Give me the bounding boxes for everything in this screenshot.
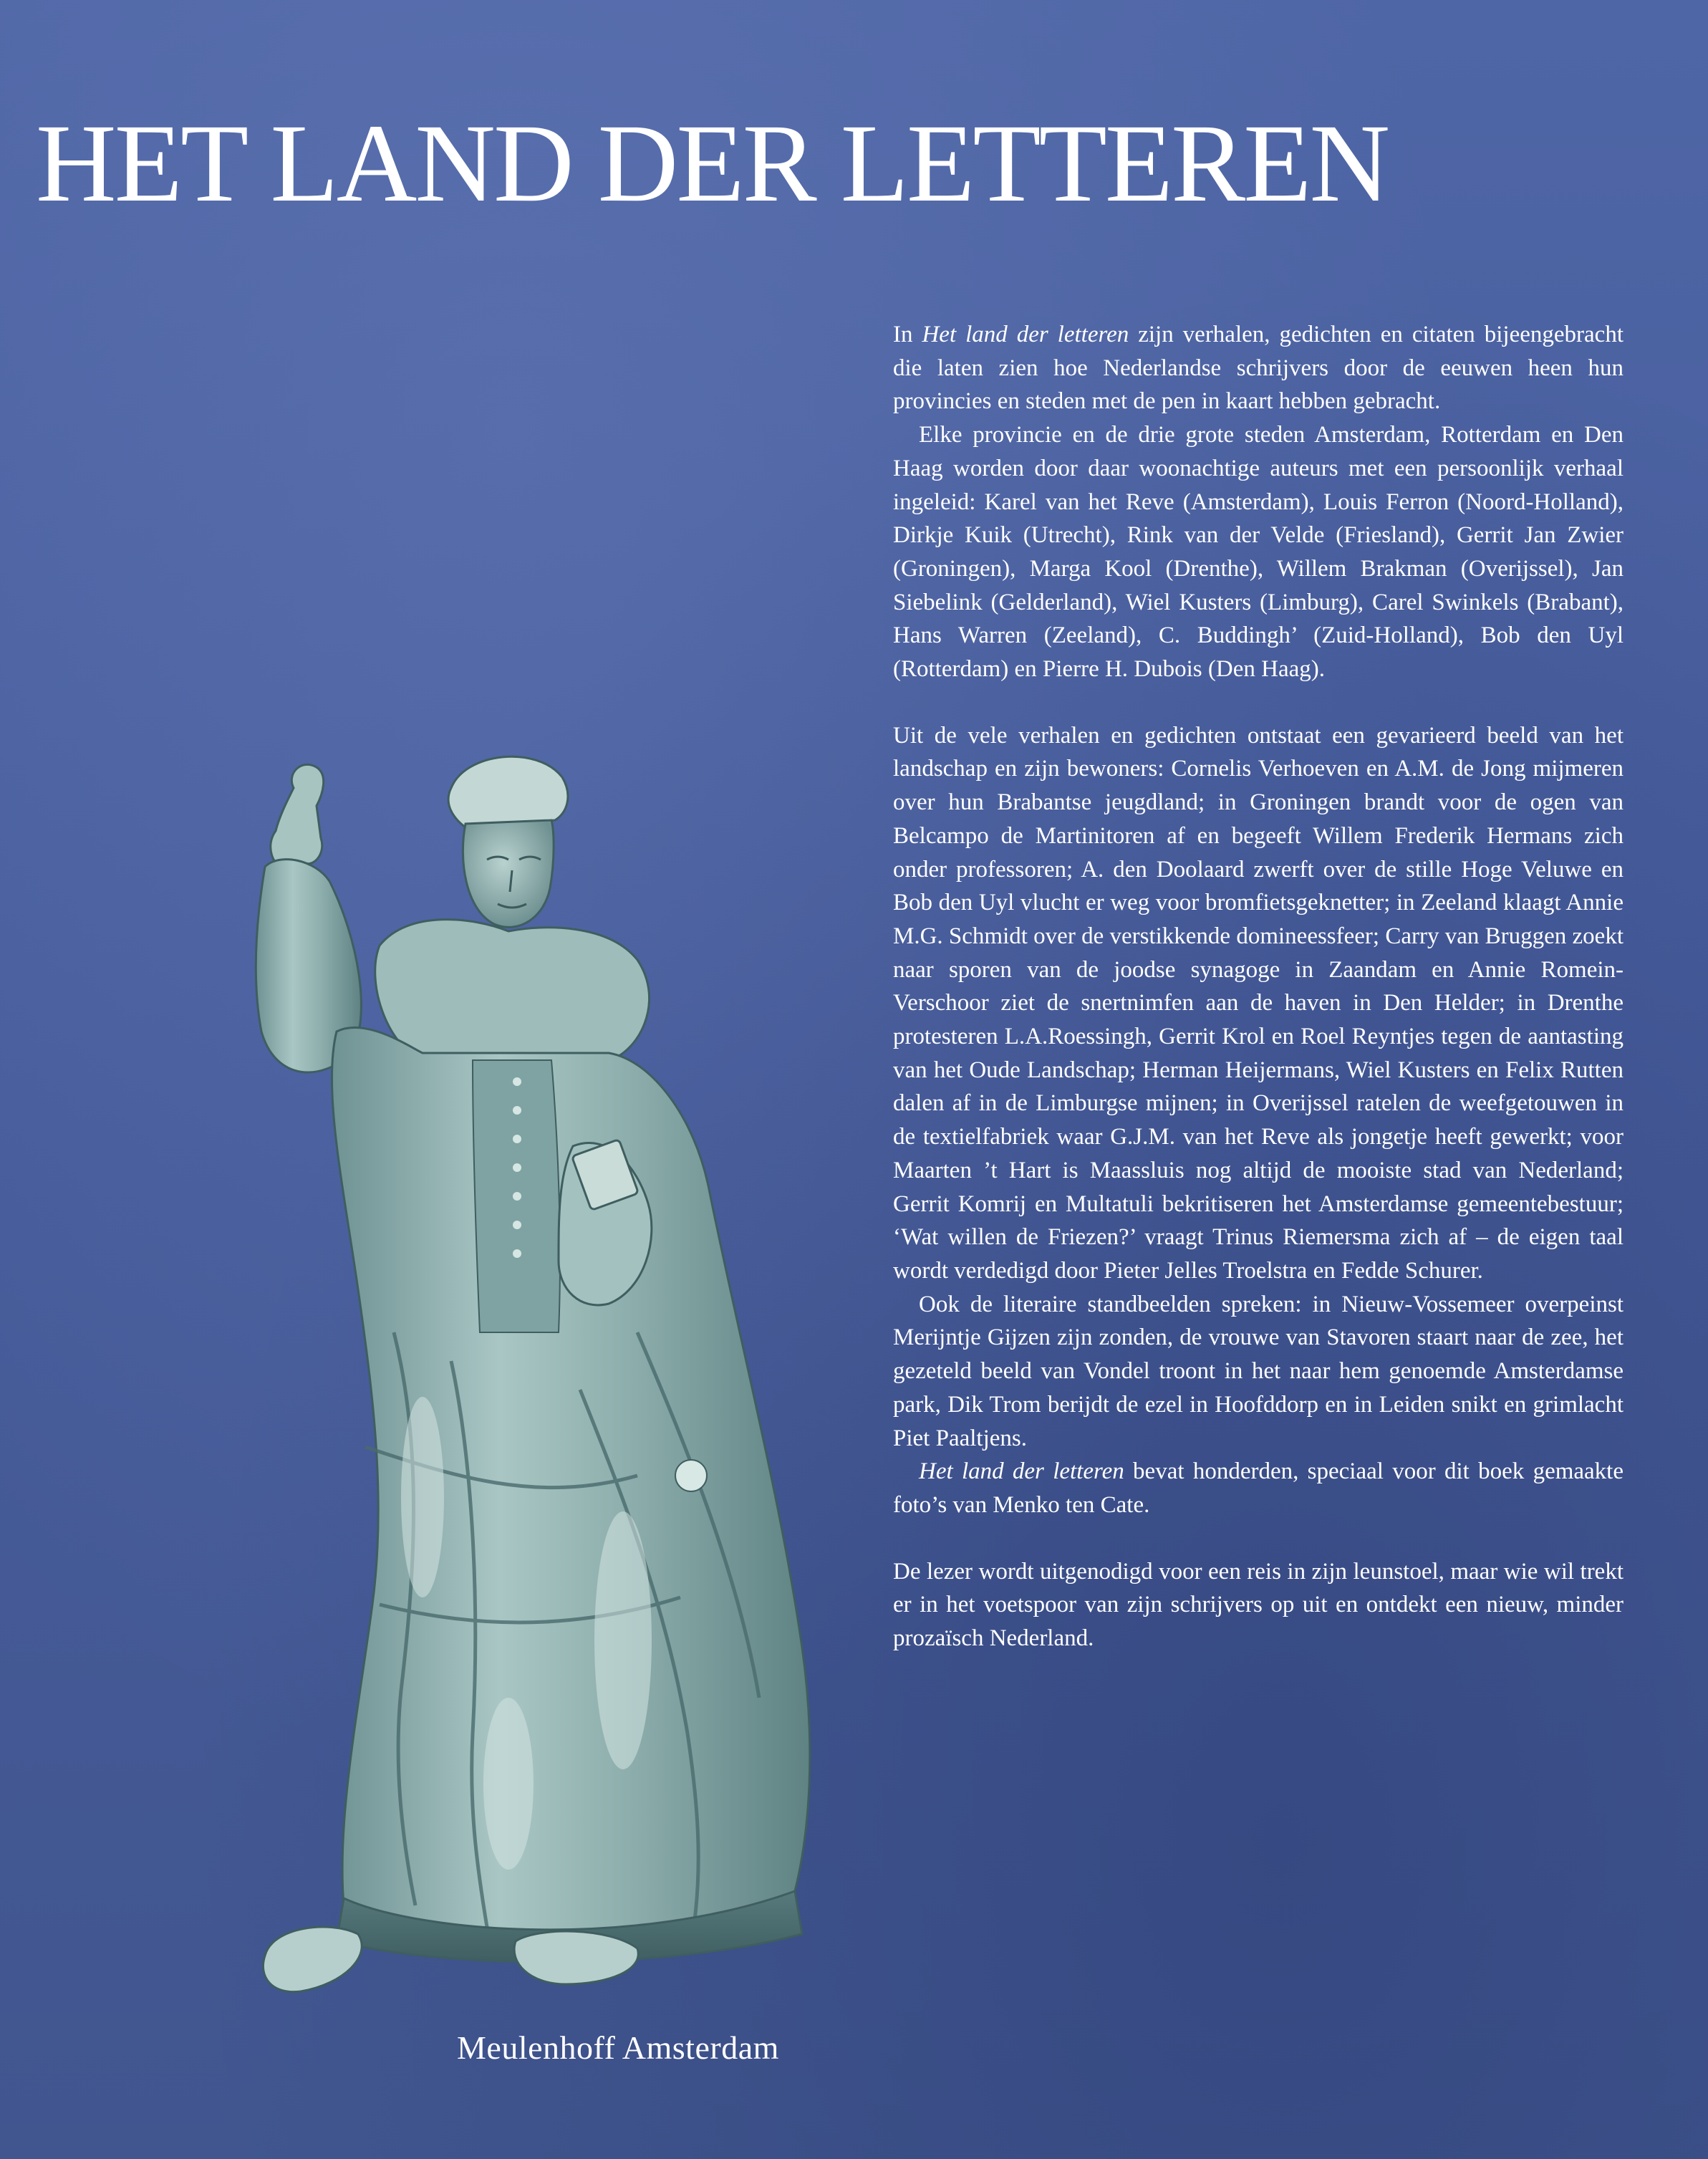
blurb-paragraph-6: De lezer wordt uitgenodigd voor een reis in zijn leunstoel, maar wie wil trekt er in het voetspoor van zijn schrijvers op uit en ontdekt een nieuw, minder prozaïsch Nederland.: [893, 1558, 1623, 1652]
blurb-paragraph-3: Uit de vele verhalen en gedichten ontstaat een gevarieerd beeld van het landschap en zijn bewoners: Cornelis Verhoeven en A.M. de Jong mijmeren over hun Brabantse jeugdland; in Groningen brandt voor de ogen van Belcampo de Martinitoren af en begeeft Willem Frederik Hermans zich onder professoren; A. den Doolaard zwerft over de stille Hoge Veluwe en Bob den Uyl vlucht er weg voor bromfietsgeknetter; in Zeeland klaagt Annie M.G. Schmidt over de verstikkende domineessfeer; Carry van Bruggen zoekt naar sporen van de joodse synagoge in Zaandam en Annie Romein-Verschoor ziet de snertnimfen aan de haven in Den Helder; in Drenthe protesteren L.A.Roessingh, Gerrit Krol en Roel Reyntjes tegen de aantasting van het Oude Landschap; Herman Heijermans, Wiel Kusters en Felix Rutten dalen af in de Limburgse mijnen; in Overijssel ratelen de weefgetouwen in de textielfabriek waar G.J.M. van het Reve als jongetje heeft gewerkt; voor Maarten ’t Hart is Maassluis nog altijd de mooiste stad van Nederland; Gerrit Komrij en Multatuli bekritiseren het Amsterdamse gemeentebestuur; ‘Wat willen de Friezen?’ vraagt Trinus Riemersma zich af – de eigen taal wordt verdedigd door Pieter Jelles Troelstra en Fedde Schurer.: [893, 722, 1623, 1284]
book-title-inline: Het land der letteren: [922, 322, 1129, 347]
book-title-inline: Het land der letteren: [919, 1458, 1124, 1485]
cover-blurb: [893, 318, 1623, 1655]
blurb-paragraph-4: Ook de literaire standbeelden spreken: in Nieuw-Vossemeer overpeinst Merijntje Gijzen zijn zonden, de vrouwe van Stavoren staart naar de zee, het gezeteld beeld van Vondel troont in het naar hem genoemde Amsterdamse park, Dik Trom berijdt de ezel in Hoofddorp en in Leiden snikt en grimlacht Piet Paaltjens.: [893, 1291, 1623, 1451]
blurb-paragraph-1: In Het land der letteren zijn verhalen, gedichten en citaten bijeengebracht die laten zien hoe Nederlandse schrijvers door de eeuwen heen hun provincies en steden met de pen in kaart hebben gebracht.: [893, 322, 1623, 415]
statue-illustration: [236, 745, 852, 2027]
book-title: HET LAND DER LETTEREN: [36, 101, 1389, 225]
blurb-paragraph-5: Het land der letteren bevat honderden, speciaal voor dit boek gemaakte foto’s van Menko ten Cate.: [893, 1458, 1623, 1518]
publisher-name: Meulenhoff Amsterdam: [457, 2029, 779, 2066]
blurb-paragraph-2: Elke provincie en de drie grote steden Amsterdam, Rotterdam en Den Haag worden door daar woonachtige auteurs met een persoonlijk verhaal ingeleid: Karel van het Reve (Amsterdam), Louis Ferron (Noord-Holland), Dirkje Kuik (Utrecht), Rink van der Velde (Friesland), Gerrit Jan Zwier (Groningen), Marga Kool (Drenthe), Willem Brakman (Overijssel), Jan Siebelink (Gelderland), Wiel Kusters (Limburg), Carel Swinkels (Brabant), Hans Warren (Zeeland), C. Buddingh’ (Zuid-Holland), Bob den Uyl (Rotterdam) en Pierre H. Dubois (Den Haag).: [893, 422, 1623, 683]
